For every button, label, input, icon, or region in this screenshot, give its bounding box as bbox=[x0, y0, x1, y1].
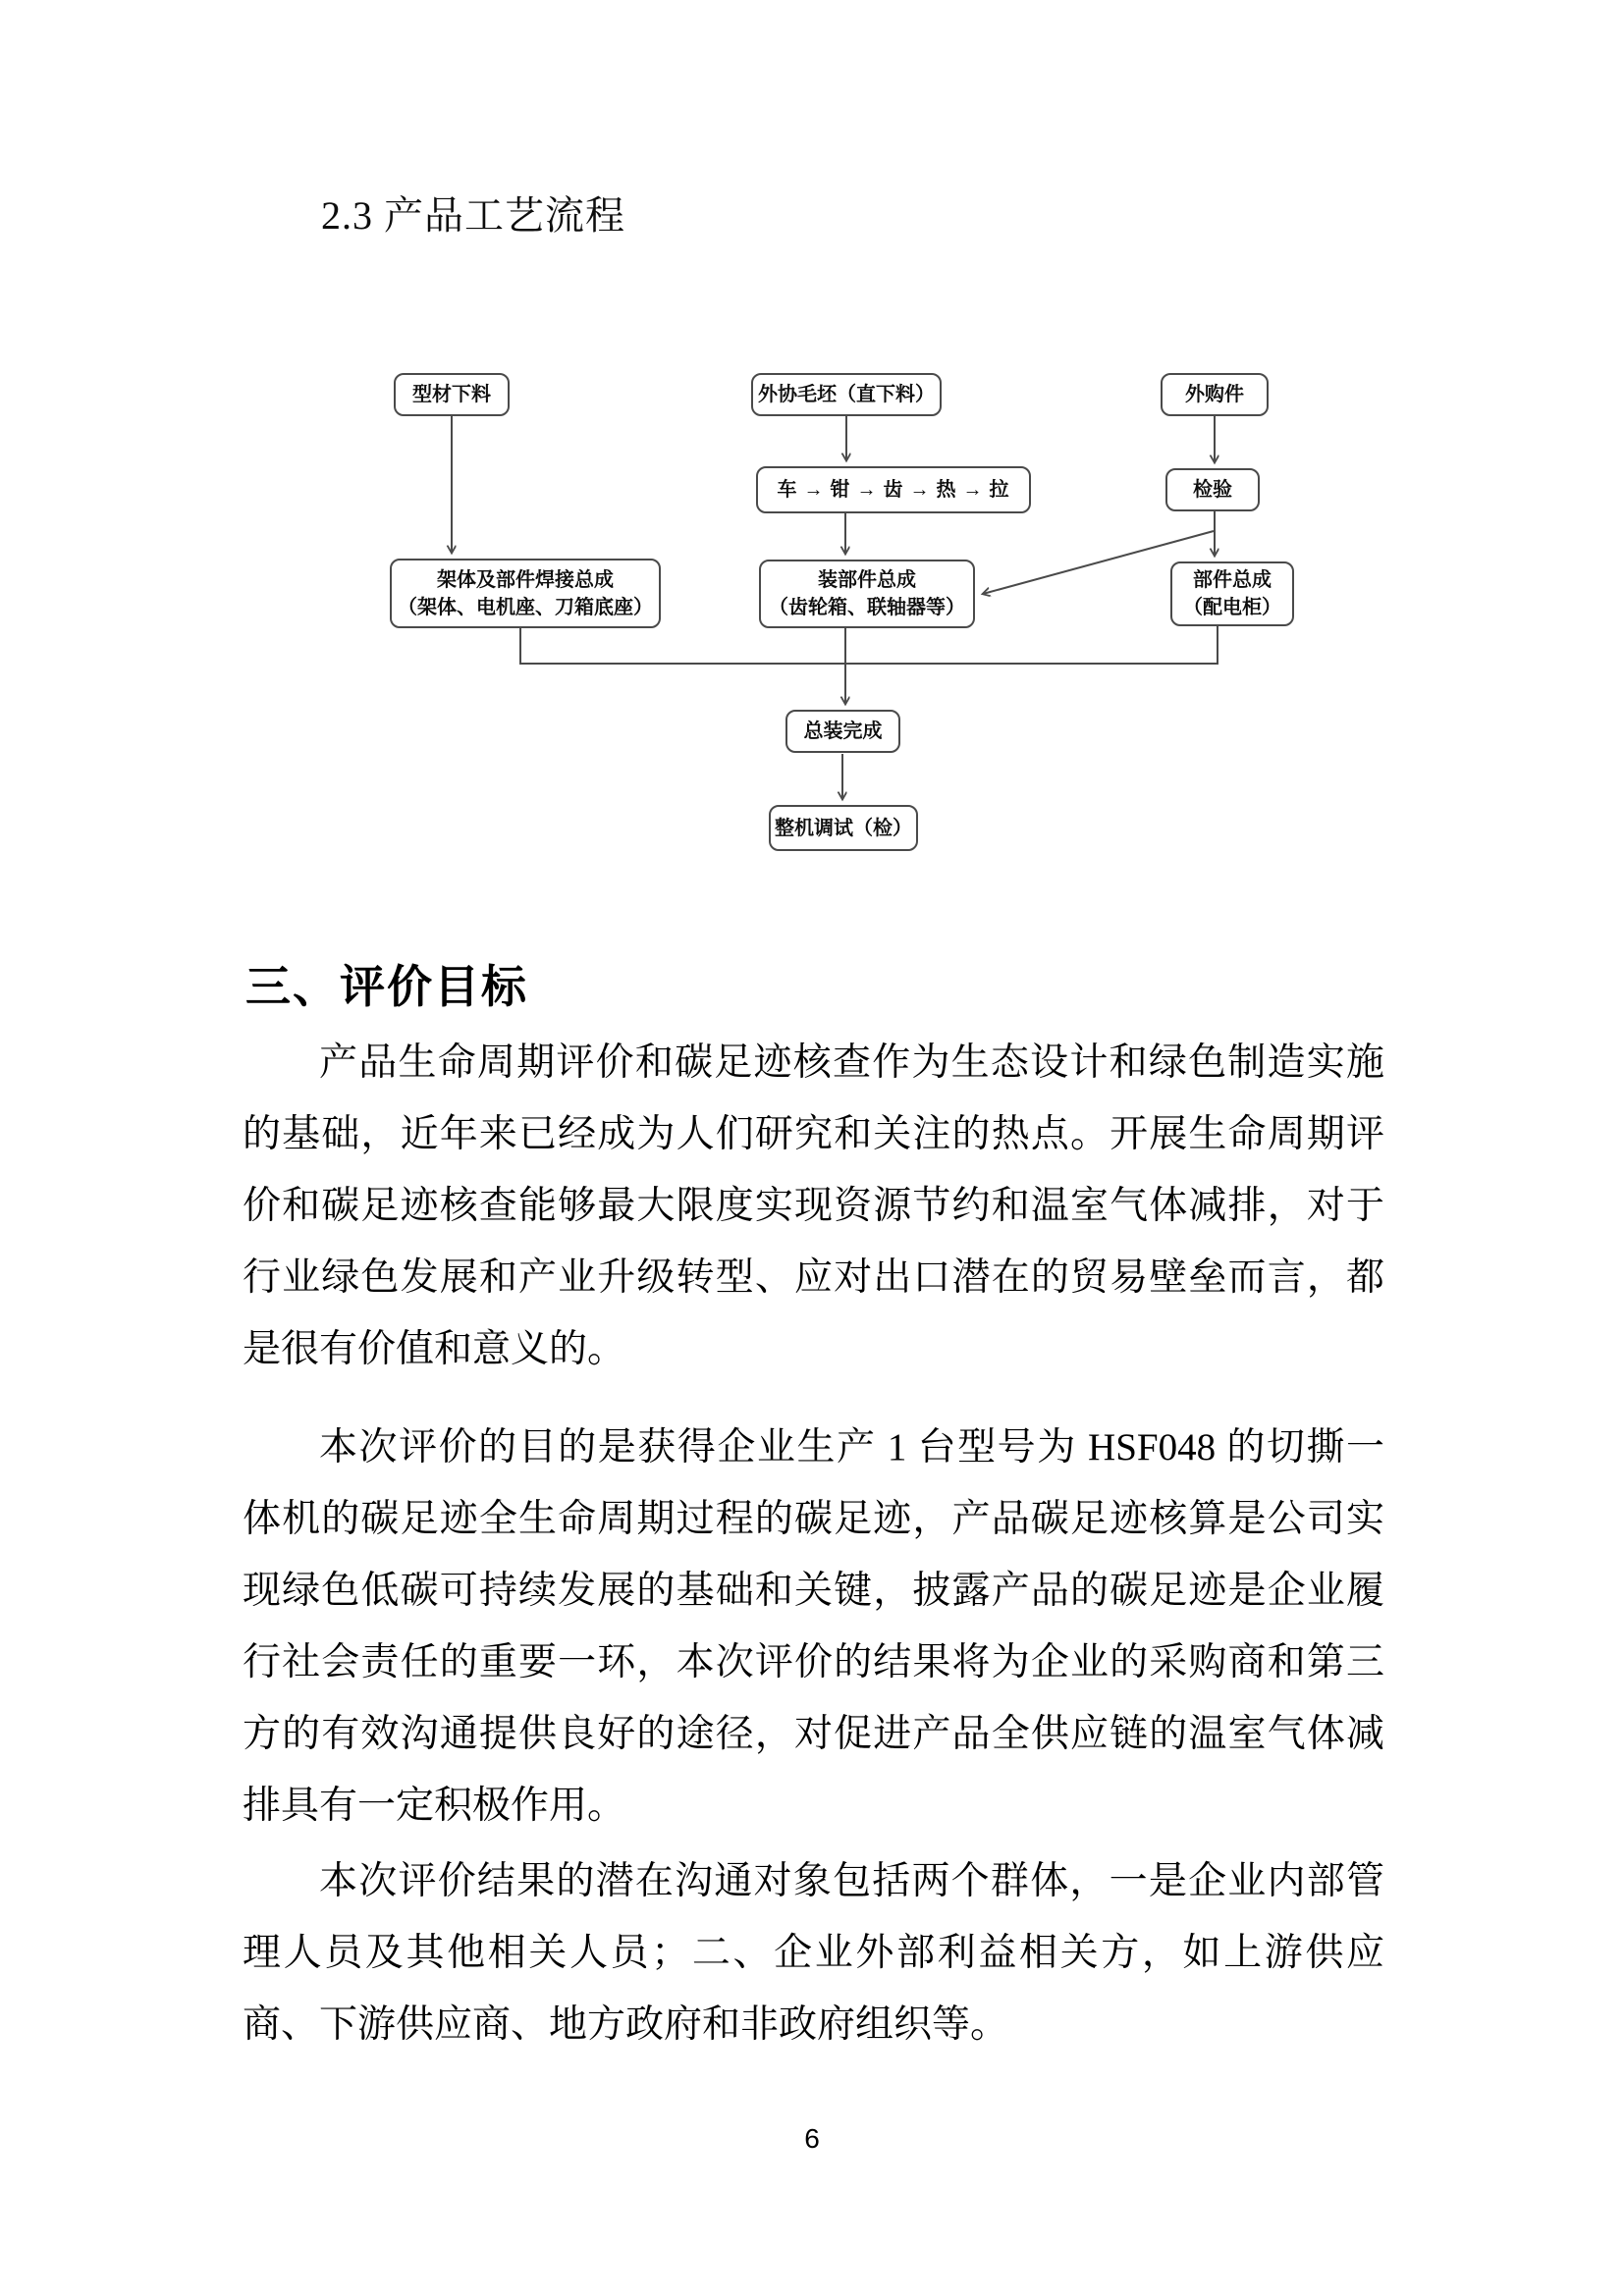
flow-node-frame-welding-assembly: 架体及部件焊接总成 （架体、电机座、刀箱底座） bbox=[390, 559, 661, 628]
flow-node-component-assembly: 装部件总成 （齿轮箱、联轴器等） bbox=[759, 560, 975, 628]
process-flowchart bbox=[0, 0, 1624, 903]
page-number: 6 bbox=[804, 2123, 820, 2154]
section-heading: 2.3 产品工艺流程 bbox=[321, 193, 625, 238]
flow-node-inspection: 检验 bbox=[1165, 468, 1260, 511]
chapter-heading: 三、评价目标 bbox=[245, 961, 528, 1012]
flowchart-connectors bbox=[0, 0, 1624, 903]
flow-node-outsourced-blank: 外协毛坯（直下料） bbox=[751, 373, 942, 416]
flow-node-purchased-parts: 外购件 bbox=[1161, 373, 1269, 416]
flow-node-final-assembly: 总装完成 bbox=[785, 710, 900, 753]
paragraph-2: 本次评价的目的是获得企业生产 1 台型号为 HSF048 的切撕一体机的碳足迹全生命周期过程的碳足迹，产品碳足迹核算是公司实现绿色低碳可持续发展的基础和关键，披露产品的碳足迹是企业履行社会责任的重要一环，本次评价的结果将为企业的采购商和第三方的有效沟通提供良好的途径，对促进产品全供应链的温室气体减排具有一定积极作用。 bbox=[243, 1426, 1384, 1827]
flow-node-parts-assembly-cabinet: 部件总成 （配电柜） bbox=[1170, 561, 1294, 626]
body-text bbox=[243, 1027, 1384, 2060]
flow-node-profile-cutting: 型材下料 bbox=[394, 373, 510, 416]
flow-node-machine-debug-check: 整机调试（检） bbox=[769, 805, 918, 851]
flow-node-machining-steps: 车 → 钳 → 齿 → 热 → 拉 bbox=[756, 466, 1031, 513]
paragraph-1: 产品生命周期评价和碳足迹核查作为生态设计和绿色制造实施的基础，近年来已经成为人们研究和关注的热点。开展生命周期评价和碳足迹核查能够最大限度实现资源节约和温室气体减排，对于行业绿色发展和产业升级转型、应对出口潜在的贸易壁垒而言，都是很有价值和意义的。 bbox=[243, 1041, 1384, 1370]
paragraph-3: 本次评价结果的潜在沟通对象包括两个群体，一是企业内部管理人员及其他相关人员；二、企业外部利益相关方，如上游供应商、下游供应商、地方政府和非政府组织等。 bbox=[243, 1860, 1384, 2046]
